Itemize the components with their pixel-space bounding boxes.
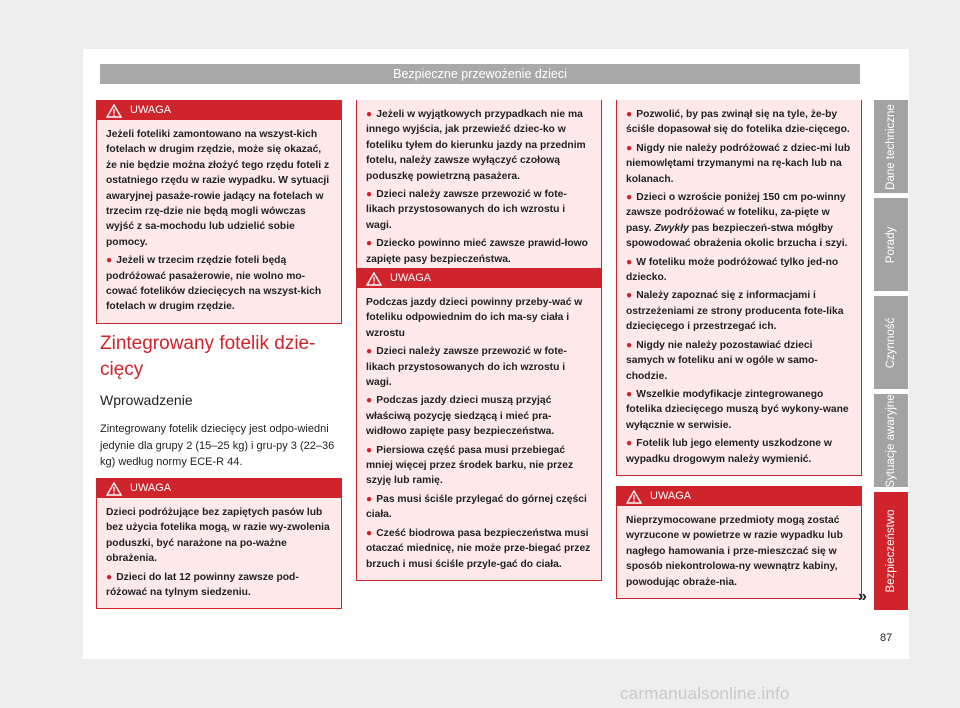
warning-text: Podczas jazdy dzieci powinny przeby-wać w foteliku odpowiednim do ich ma-sy ciała i wzrostu (366, 297, 583, 339)
warning-text: Dzieci należy zawsze przewozić w fote-likach przystosowanych do ich wzrostu i wagi. (366, 346, 567, 389)
warning-bullet-item (626, 288, 852, 334)
warning-box-continued-1 (356, 100, 602, 276)
warning-text: Dzieci do lat 12 powinny zawsze pod-różować na tylnym siedzeniu. (106, 571, 299, 599)
intro-paragraph: Zintegrowany fotelik dziecięcy jest odpo-wiedni jedynie dla grupy 2 (15–25 kg) i gru-py 3 (22–36 kg) według normy ECE-R 44. (100, 423, 335, 468)
warning-text: Jeżeli w trzecim rzędzie foteli będą podróżować pasażerowie, nie wolno mo-cować fotelików dziecięcych na wszyst-kich fotelach w drugim rzędzie. (106, 255, 322, 313)
warning-text: Dziecko powinno mieć zawsze prawid-łowo zapięte pasy bezpieczeństwa. (366, 238, 588, 265)
warning-text: W foteliku może podróżować tylko jed-no dziecko. (626, 256, 839, 284)
warning-text: Fotelik lub jego elementy uszkodzone w wypadku drogowym należy wymienić. (626, 438, 832, 465)
warning-text: Nigdy nie należy podróżować z dziec-mi lub niemowlętami trzymanymi na rę-kach lub na kolanach. (626, 142, 851, 185)
warning-bullet-item (626, 436, 852, 467)
tab-label: Dane techniczne (885, 103, 897, 190)
warning-bullet-item (366, 492, 592, 523)
warning-bullet-item (626, 190, 852, 252)
bullet-icon: ● (366, 238, 373, 250)
warning-paragraph (626, 513, 852, 590)
bullet-icon: ● (626, 438, 633, 450)
warning-text: Nieprzymocowane przedmioty mogą zostać wyrzucone w powietrze w razie wypadku lub nagłego hamowania i prze-mieszczać się w sposób niekontrolowa-ny wewnątrz kabiny, powodując obraże-nia. (626, 515, 843, 588)
warning-bullet-item (626, 141, 852, 187)
warning-text: Wszelkie modyfikacje zintegrowanego fotelika dziecięcego muszą być wykony-wane wyłącznie w serwisie. (626, 388, 849, 431)
warning-header (97, 479, 341, 498)
warning-paragraph (366, 295, 592, 341)
warning-text: Należy zapoznać się z informacjami i ostrzeżeniami ze strony producenta fote-lika dziecięcego i przestrzegać ich. (626, 290, 844, 333)
warning-text-after: pas bezpieczeń-stwa mógłby spowodować obrażenia okolic brzucha i szyi. (626, 222, 848, 250)
watermark: carmanualsonline.info (620, 684, 790, 703)
warning-bullet-item (366, 107, 592, 184)
warning-label: UWAGA (130, 482, 172, 494)
tab-label: Czynność (885, 317, 897, 368)
warning-triangle-icon (626, 490, 642, 504)
warning-text: Cześć biodrowa pasa bezpieczeństwa musi otaczać miednicę, nie może prze-biegać przez brzuch i musi ściśle przyle-gać do ciała. (366, 527, 591, 570)
warning-box-continued-2 (616, 100, 862, 476)
warning-triangle-icon (106, 104, 122, 118)
bullet-icon: ● (366, 527, 373, 539)
warning-box-1 (96, 100, 342, 324)
bullet-icon: ● (366, 346, 373, 358)
continued-arrow-icon: » (858, 588, 867, 605)
warning-body (97, 498, 341, 608)
warning-box-4 (616, 486, 862, 599)
warning-body (357, 288, 601, 580)
bullet-icon: ● (626, 192, 633, 204)
page-header: Bezpieczne przewożenie dzieci (100, 64, 860, 84)
warning-body (357, 100, 601, 275)
warning-bullet-item (626, 255, 852, 286)
warning-text: Dzieci podróżujące bez zapiętych pasów lub bez użycia fotelika mogą, w razie wy-zwolenia poduszki, być narażone na po-ważne obrażenia. (106, 507, 330, 565)
warning-text: Podczas jazdy dzieci muszą przyjąć właściwą pozycję siedzącą i mieć pra-widłowo zapięte pasy bezpieczeństwa. (366, 395, 555, 438)
tab-porady[interactable] (874, 198, 908, 291)
warning-text: Dzieci o wzroście poniżej 150 cm po-winny zawsze podróżować w foteliku, za-pięte w pasy. (626, 192, 846, 234)
warning-triangle-icon (106, 482, 122, 496)
tab-czynnosc[interactable] (874, 296, 908, 389)
warning-paragraph (106, 127, 332, 250)
warning-triangle-icon (366, 272, 382, 286)
warning-text: Pas musi ściśle przylegać do górnej części ciała. (366, 493, 587, 521)
warning-bullet-item (366, 393, 592, 439)
tab-label: Porady (885, 226, 897, 263)
section-title: Zintegrowany fotelik dzie-cięcy (100, 333, 316, 380)
warning-text: Piersiowa część pasa musi przebiegać mniej więcej przez środek barku, nie przez szyję lub ramię. (366, 444, 574, 487)
bullet-icon: ● (626, 339, 633, 351)
tab-label: Sytuacje awaryjne (885, 393, 897, 488)
warning-text: Dzieci należy zawsze przewozić w fote-likach przystosowanych do ich wzrostu i wagi. (366, 189, 567, 231)
subsection-title: Wprowadzenie (100, 392, 193, 408)
bullet-icon: ● (626, 256, 633, 268)
tab-bezpieczenstwo-active[interactable] (874, 492, 908, 610)
warning-paragraph (106, 505, 332, 567)
bullet-icon: ● (626, 290, 633, 302)
warning-body (617, 506, 861, 598)
warning-header (617, 487, 861, 506)
bullet-icon: ● (366, 493, 373, 505)
warning-text: Jeżeli foteliki zamontowano na wszyst-kich fotelach w drugim rzędzie, może się okazać, że nie będzie można złożyć tego rzędu foteli z ostatniego rzędu w razie wypadku. W sytuacji awaryjnej pasaże-rowie jadący na fotelach w trzecim rzę-dzie nie będą mogli wówczas wyjść z sa-mochodu lub udzielić sobie pomocy. (106, 129, 330, 248)
warning-label: UWAGA (650, 490, 692, 502)
warning-bullet-item (626, 387, 852, 433)
bullet-icon: ● (366, 444, 373, 456)
warning-bullet-item (626, 107, 852, 138)
tab-sytuacje-awaryjne[interactable] (874, 394, 908, 487)
warning-bullet-item (366, 344, 592, 390)
warning-text: Jeżeli w wyjątkowych przypadkach nie ma innego wyjścia, jak przewieźć dziec-ko w foteliku tyłem do kierunku jazdy na przednim fotelu, należy zawsze wyłączyć czołową poduszkę powietrzną pasażera. (366, 109, 586, 182)
warning-header (357, 269, 601, 288)
bullet-icon: ● (626, 109, 633, 120)
bullet-icon: ● (366, 395, 373, 407)
warning-text: Pozwolić, by pas zwinął się na tyle, że-by ściśle dopasował się do fotelika dzie-cięcego. (626, 109, 850, 136)
bullet-icon: ● (626, 142, 633, 154)
warning-label: UWAGA (130, 104, 172, 116)
tab-label: Bezpieczeństwo (885, 509, 897, 593)
warning-bullet-item (366, 443, 592, 489)
warning-header (97, 101, 341, 120)
warning-bullet-item (106, 570, 332, 601)
page-number: 87 (880, 632, 893, 644)
warning-box-2 (96, 478, 342, 609)
warning-bullet-item (366, 187, 592, 233)
bullet-icon: ● (106, 255, 113, 267)
tab-dane-techniczne[interactable] (874, 100, 908, 193)
bullet-icon: ● (366, 109, 373, 120)
warning-bullet-item (366, 236, 592, 267)
warning-bullet-item (106, 253, 332, 315)
warning-body (97, 120, 341, 323)
warning-body (617, 100, 861, 475)
warning-text: Nigdy nie należy pozostawiać dzieci samych w foteliku ani w ogóle w samo-chodzie. (626, 339, 818, 382)
warning-bullet-item (366, 526, 592, 572)
bullet-icon: ● (106, 571, 113, 583)
warning-label: UWAGA (390, 272, 432, 284)
warning-box-3 (356, 268, 602, 581)
warning-italic-text: Zwykły (654, 222, 689, 234)
bullet-icon: ● (626, 388, 633, 400)
bullet-icon: ● (366, 189, 373, 201)
warning-bullet-item (626, 338, 852, 384)
